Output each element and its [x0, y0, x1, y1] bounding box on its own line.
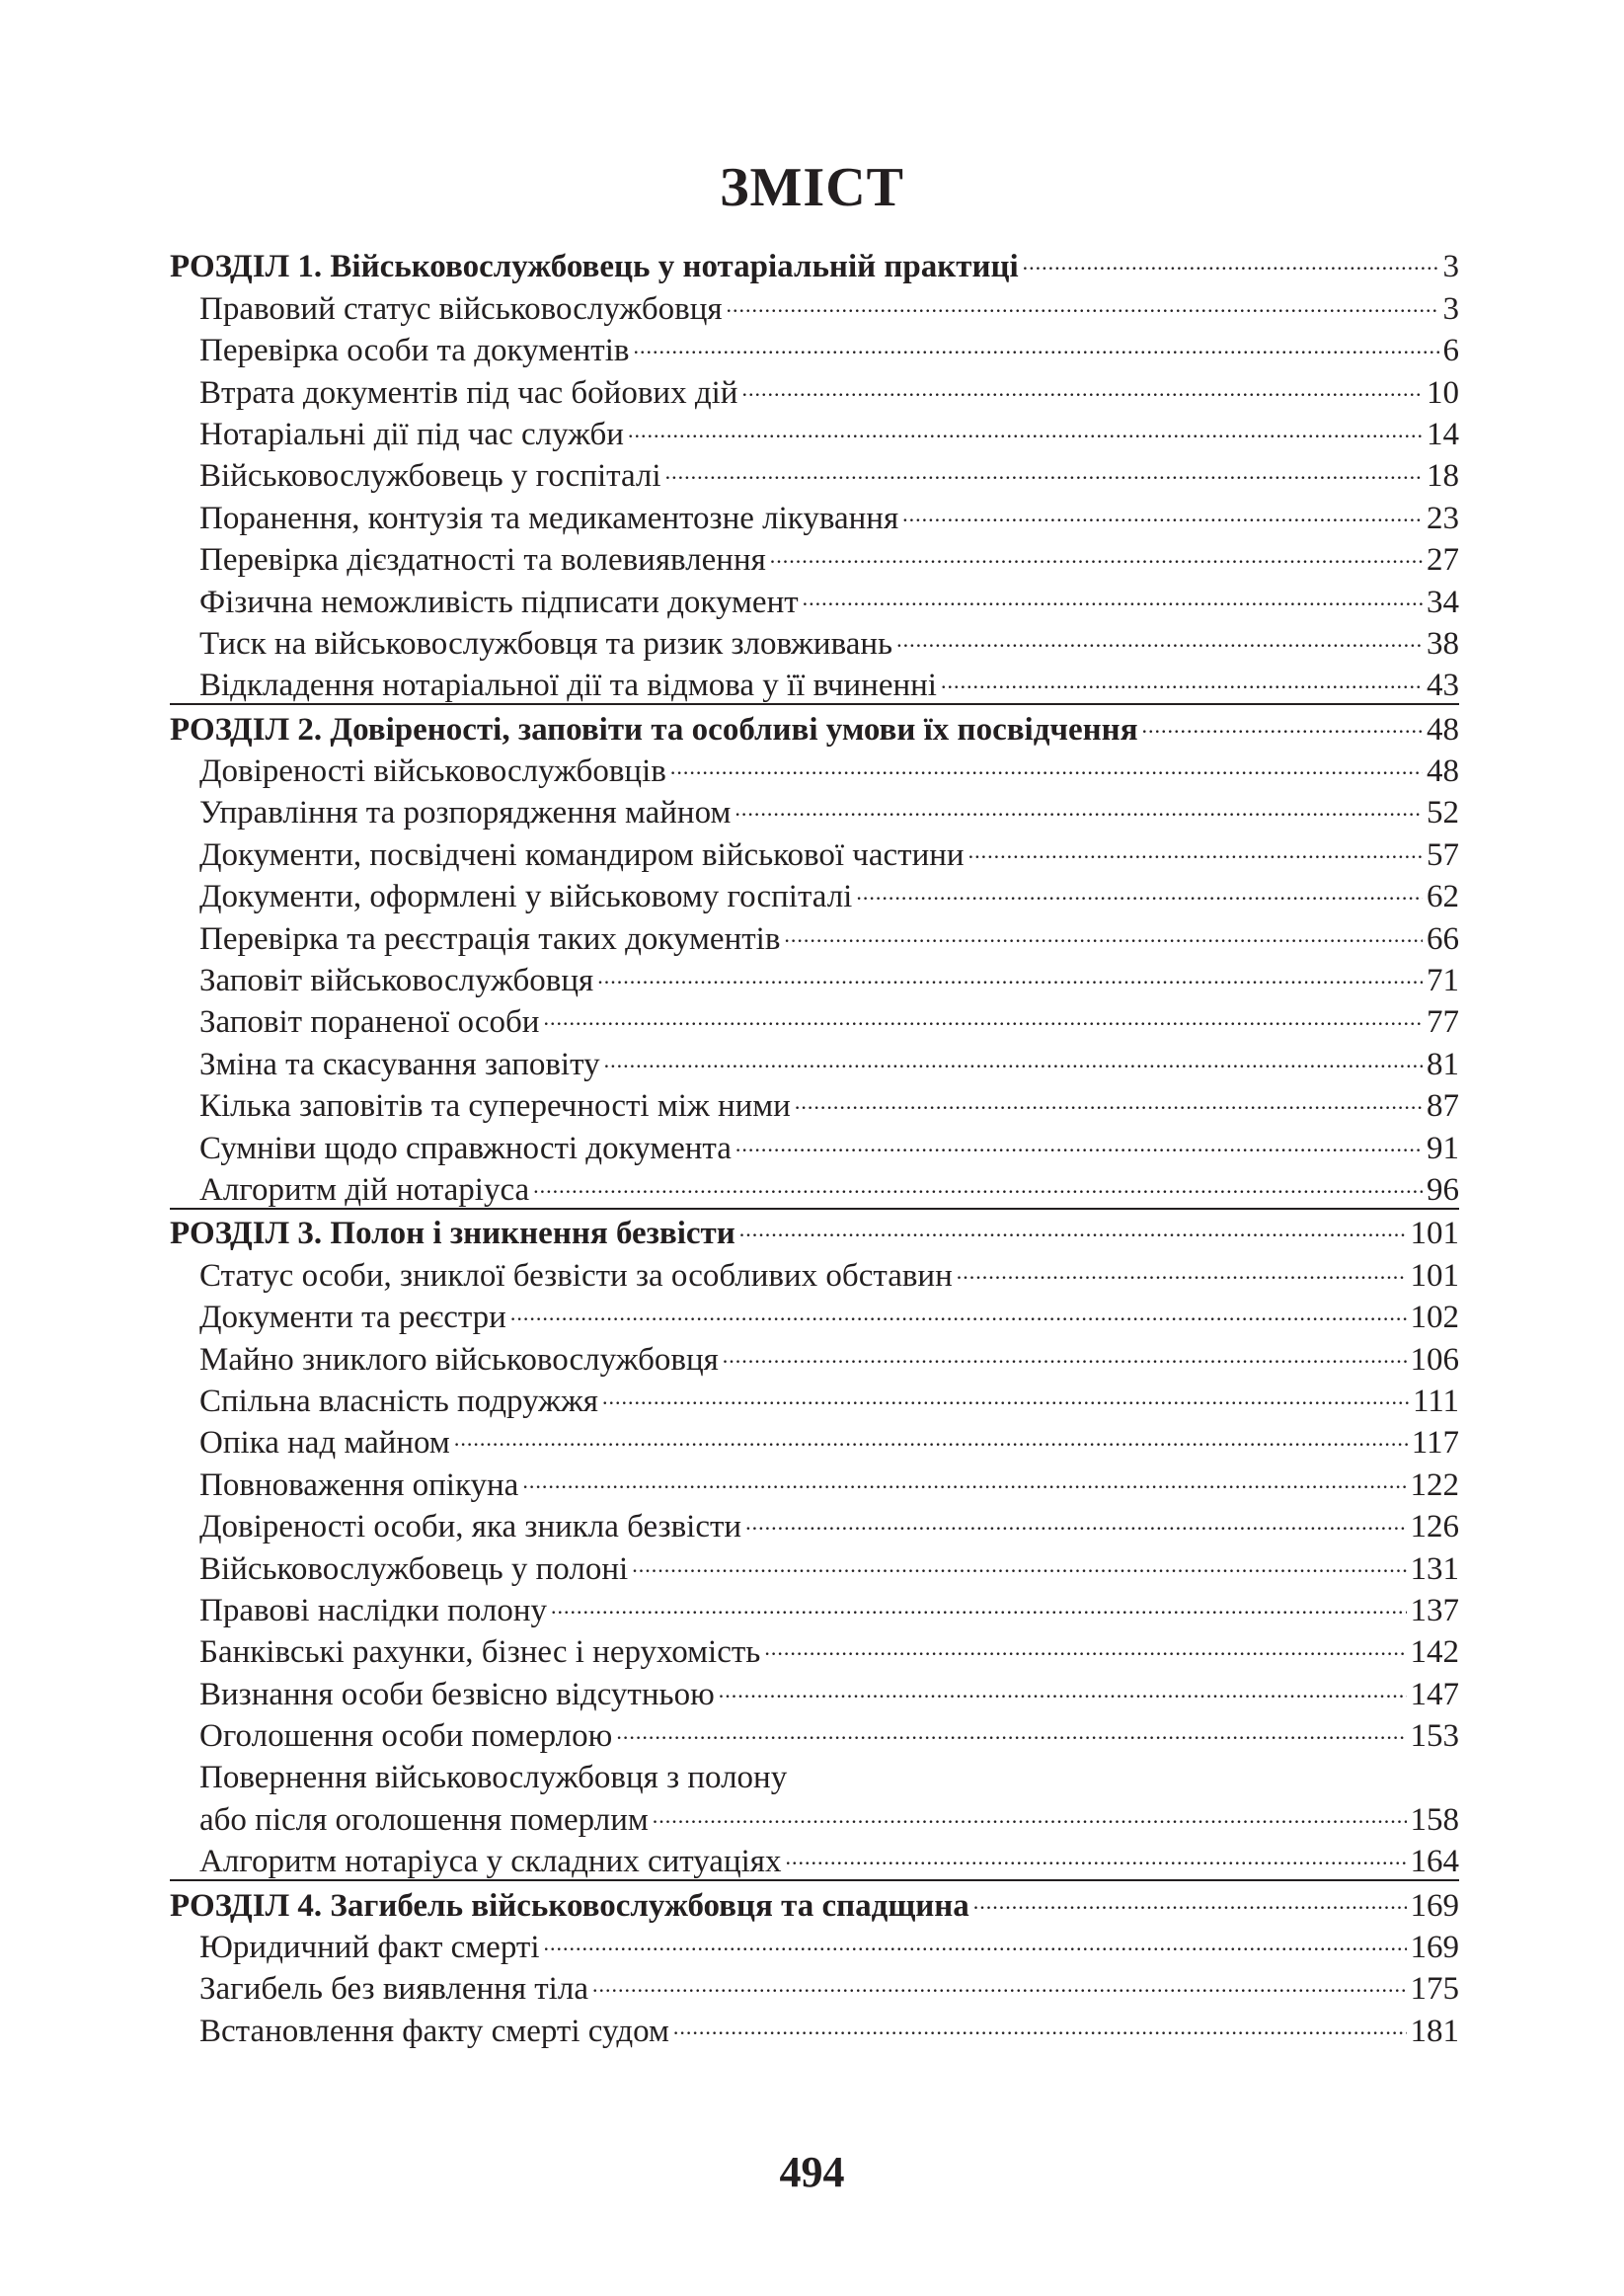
toc-page-number: 96	[1427, 1171, 1459, 1208]
dot-leader	[1023, 246, 1439, 284]
dot-leader	[719, 1674, 1407, 1712]
toc-page-number: 111	[1412, 1383, 1459, 1419]
toc-page-number: 10	[1427, 374, 1459, 411]
toc-entry-title: Спільна власність подружжя	[199, 1383, 598, 1419]
toc-heading-title: РОЗДІЛ 1. Військовослужбовець у нотаріальній практиці	[170, 249, 1019, 285]
dot-leader	[616, 1715, 1406, 1754]
toc-entry-title: Опіка над майном	[199, 1425, 450, 1462]
toc-page-number: 169	[1410, 1887, 1459, 1924]
toc-section-heading[interactable]	[170, 1210, 1459, 1251]
toc-entry-title: Втрата документів під час бойових дій	[199, 374, 738, 411]
toc-entry-title: Нотаріальні дії під час служби	[199, 416, 624, 452]
toc-page-number: 169	[1410, 1930, 1459, 1966]
toc-entry-title: Фізична неможливість підписати документ	[199, 584, 799, 620]
dot-leader	[968, 834, 1423, 873]
toc-entry-title: Правовий статус військовослужбовця	[199, 290, 723, 327]
dot-leader	[745, 1506, 1406, 1544]
toc-entry[interactable]	[170, 620, 1459, 662]
toc-entry[interactable]	[170, 662, 1459, 703]
toc-entry[interactable]	[170, 914, 1459, 956]
dot-leader	[1142, 709, 1423, 748]
toc-entry-title: Військовослужбовець у госпіталі	[199, 458, 661, 495]
toc-entry[interactable]	[170, 2007, 1459, 2048]
toc-entry-title: або після оголошення померлим	[199, 1801, 649, 1838]
toc-entry-title: Встановлення факту смерті судом	[199, 2013, 669, 2049]
toc-entry[interactable]	[170, 452, 1459, 494]
toc-entry-title: Сумніви щодо справжності документа	[199, 1130, 732, 1166]
toc-page-number: 164	[1410, 1844, 1459, 1880]
dot-leader	[856, 876, 1423, 914]
toc-page-number: 66	[1427, 920, 1459, 957]
toc-entry-title: Загибель без виявлення тіла	[199, 1971, 588, 2008]
table-of-contents	[170, 243, 1459, 2049]
toc-entry[interactable]	[170, 494, 1459, 535]
dot-leader	[896, 623, 1423, 662]
dot-leader	[785, 1841, 1406, 1879]
toc-entry-title: Управління та розпорядження майном	[199, 795, 732, 831]
toc-entry[interactable]	[170, 1166, 1459, 1208]
toc-page-number: 3	[1442, 249, 1459, 285]
toc-page-number: 62	[1427, 879, 1459, 915]
toc-page-number: 34	[1427, 584, 1459, 620]
toc-entry[interactable]	[170, 1461, 1459, 1502]
toc-page-number: 57	[1427, 836, 1459, 873]
toc-entry-title: Повноваження опікуна	[199, 1466, 519, 1503]
toc-entry[interactable]	[170, 831, 1459, 872]
dot-leader	[544, 1927, 1407, 1965]
toc-entry-title: Статус особи, зниклої безвісти за особливих обставин	[199, 1257, 953, 1294]
toc-entry-title: Юридичний факт смерті	[199, 1930, 540, 1966]
toc-entry[interactable]	[170, 1628, 1459, 1670]
toc-entry[interactable]	[170, 1544, 1459, 1586]
toc-page-number: 117	[1411, 1425, 1459, 1462]
dot-leader	[764, 1631, 1406, 1670]
toc-section-1	[170, 243, 1459, 703]
toc-page-number: 131	[1410, 1550, 1459, 1587]
toc-page-number: 106	[1410, 1341, 1459, 1378]
dot-leader	[670, 751, 1423, 789]
toc-page-number: 18	[1427, 458, 1459, 495]
toc-section-3	[170, 1208, 1459, 1879]
toc-entry[interactable]	[170, 1040, 1459, 1081]
dot-leader	[973, 1885, 1407, 1924]
toc-entry[interactable]	[170, 873, 1459, 914]
toc-page-number: 101	[1410, 1257, 1459, 1294]
toc-page-number: 122	[1410, 1466, 1459, 1503]
toc-entry[interactable]	[170, 411, 1459, 452]
toc-entry-title: Військовослужбовець у полоні	[199, 1550, 629, 1587]
dot-leader	[735, 792, 1423, 831]
dot-leader	[653, 1799, 1407, 1838]
toc-heading-title: РОЗДІЛ 3. Полон і зникнення безвісти	[170, 1216, 735, 1252]
dot-leader	[454, 1422, 1408, 1461]
toc-entry-title: Документи, оформлені у військовому госпіталі	[199, 879, 853, 915]
dot-leader	[739, 1213, 1407, 1251]
toc-entry[interactable]	[170, 1082, 1459, 1124]
dot-leader	[795, 1085, 1423, 1124]
toc-entry[interactable]	[170, 1965, 1459, 2007]
toc-page-number: 3	[1442, 290, 1459, 327]
toc-entry-title: Майно зниклого військовослужбовця	[199, 1341, 719, 1378]
dot-leader	[632, 1548, 1406, 1587]
toc-entry-title: Заповіт військовослужбовця	[199, 963, 594, 999]
dot-leader	[902, 498, 1423, 536]
toc-entry[interactable]	[170, 1503, 1459, 1544]
toc-entry-first-line[interactable]	[170, 1754, 1459, 1795]
toc-entry-title: Поранення, контузія та медикаментозне лікування	[199, 500, 899, 536]
toc-heading-title: РОЗДІЛ 2. Довіреності, заповіти та особливі умови їх посвідчення	[170, 711, 1138, 748]
toc-entry-title: Перевірка та реєстрація таких документів	[199, 920, 781, 957]
toc-entry-title: Алгоритм нотаріуса у складних ситуаціях	[199, 1844, 782, 1880]
toc-entry-title: Заповіт пораненої особи	[199, 1004, 540, 1041]
toc-page-number: 48	[1427, 711, 1459, 748]
toc-entry[interactable]	[170, 998, 1459, 1040]
toc-page-number: 81	[1427, 1046, 1459, 1082]
dot-leader	[633, 330, 1438, 368]
toc-page-number: 77	[1427, 1004, 1459, 1041]
toc-entry-title: Банківські рахунки, бізнес і нерухомість	[199, 1634, 761, 1671]
toc-entry[interactable]	[170, 1795, 1459, 1837]
dot-leader	[592, 1968, 1407, 2007]
toc-page-number: 101	[1410, 1216, 1459, 1252]
toc-section-heading[interactable]	[170, 1881, 1459, 1923]
toc-section-heading[interactable]	[170, 705, 1459, 747]
toc-section-2	[170, 703, 1459, 1208]
dot-leader	[727, 288, 1439, 327]
toc-entry-title: Перевірка дієздатності та волевиявлення	[199, 542, 766, 579]
dot-leader	[735, 1128, 1423, 1166]
toc-page-number: 14	[1427, 416, 1459, 452]
dot-leader	[673, 2011, 1407, 2049]
dot-leader	[543, 1001, 1423, 1040]
dot-leader	[628, 414, 1423, 452]
toc-entry[interactable]	[170, 1419, 1459, 1461]
toc-entry[interactable]	[170, 1712, 1459, 1754]
dot-leader	[551, 1590, 1406, 1628]
toc-entry-title: Тиск на військовослужбовця та ризик зловживань	[199, 625, 893, 662]
toc-entry-title: Документи та реєстри	[199, 1300, 506, 1336]
toc-page-number: 48	[1427, 753, 1459, 790]
toc-page-number: 147	[1410, 1676, 1459, 1712]
toc-page-number: 126	[1410, 1509, 1459, 1545]
dot-leader	[957, 1255, 1407, 1294]
toc-entry[interactable]	[170, 789, 1459, 831]
dot-leader	[803, 582, 1423, 620]
toc-entry[interactable]	[170, 1335, 1459, 1377]
toc-entry[interactable]	[170, 1838, 1459, 1879]
dot-leader	[723, 1339, 1407, 1378]
toc-section-4	[170, 1879, 1459, 2049]
toc-entry-title: Правові наслідки полону	[199, 1592, 548, 1628]
toc-entry-title: Документи, посвідчені командиром військової частини	[199, 836, 965, 873]
dot-leader	[665, 455, 1423, 494]
toc-page-number: 38	[1427, 625, 1459, 662]
toc-page-number: 71	[1427, 963, 1459, 999]
toc-entry-title: Кілька заповітів та суперечності між ними	[199, 1088, 791, 1125]
toc-page-number: 27	[1427, 542, 1459, 579]
dot-leader	[941, 665, 1423, 703]
toc-entry-title: Перевірка особи та документів	[199, 333, 630, 369]
dot-leader	[533, 1169, 1423, 1208]
toc-entry-title: Алгоритм дій нотаріуса	[199, 1171, 530, 1208]
toc-page-number: 175	[1410, 1971, 1459, 2008]
toc-page-number: 91	[1427, 1130, 1459, 1166]
toc-page-number: 153	[1410, 1718, 1459, 1755]
toc-entry[interactable]	[170, 368, 1459, 410]
toc-page-number: 181	[1410, 2013, 1459, 2049]
toc-entry[interactable]	[170, 1670, 1459, 1711]
toc-entry-title: Оголошення особи померлою	[199, 1718, 613, 1755]
toc-entry[interactable]	[170, 1587, 1459, 1628]
toc-entry-title: Відкладення нотаріальної дії та відмова у її вчиненні	[199, 668, 937, 704]
toc-page-number: 142	[1410, 1634, 1459, 1671]
toc-entry[interactable]	[170, 536, 1459, 578]
toc-entry[interactable]	[170, 748, 1459, 789]
dot-leader	[770, 539, 1423, 578]
dot-leader	[741, 372, 1423, 411]
toc-entry[interactable]	[170, 1924, 1459, 1965]
toc-entry-title: Визнання особи безвісно відсутньою	[199, 1676, 715, 1712]
toc-entry[interactable]	[170, 284, 1459, 326]
toc-entry[interactable]	[170, 1124, 1459, 1165]
dot-leader	[604, 1044, 1423, 1082]
dot-leader	[597, 960, 1423, 998]
toc-page-number: 158	[1410, 1801, 1459, 1838]
toc-page-number: 102	[1410, 1300, 1459, 1336]
dot-leader	[602, 1381, 1409, 1419]
toc-entry[interactable]	[170, 1378, 1459, 1419]
dot-leader	[784, 918, 1423, 957]
dot-leader	[522, 1465, 1406, 1503]
toc-heading-title: РОЗДІЛ 4. Загибель військовослужбовця та спадщина	[170, 1887, 969, 1924]
toc-entry-title: Довіреності особи, яка зникла безвісти	[199, 1509, 742, 1545]
page-title: ЗМІСТ	[720, 157, 904, 218]
toc-page-number: 52	[1427, 795, 1459, 831]
toc-page-number: 6	[1442, 333, 1459, 369]
toc-entry-title: Зміна та скасування заповіту	[199, 1046, 600, 1082]
toc-entry[interactable]	[170, 327, 1459, 368]
toc-entry[interactable]	[170, 957, 1459, 998]
dot-leader	[510, 1297, 1407, 1335]
toc-entry-title: Повернення військовослужбовця з полону	[199, 1760, 788, 1796]
toc-entry[interactable]	[170, 1294, 1459, 1335]
toc-page-number: 23	[1427, 500, 1459, 536]
toc-entry[interactable]	[170, 1251, 1459, 1293]
toc-section-heading[interactable]	[170, 243, 1459, 284]
toc-page-number: 137	[1410, 1592, 1459, 1628]
toc-page-number: 87	[1427, 1088, 1459, 1125]
toc-entry-title: Довіреності військовослужбовців	[199, 753, 666, 790]
toc-page-number: 43	[1427, 668, 1459, 704]
toc-entry[interactable]	[170, 578, 1459, 619]
page-number: 494	[779, 2148, 845, 2196]
